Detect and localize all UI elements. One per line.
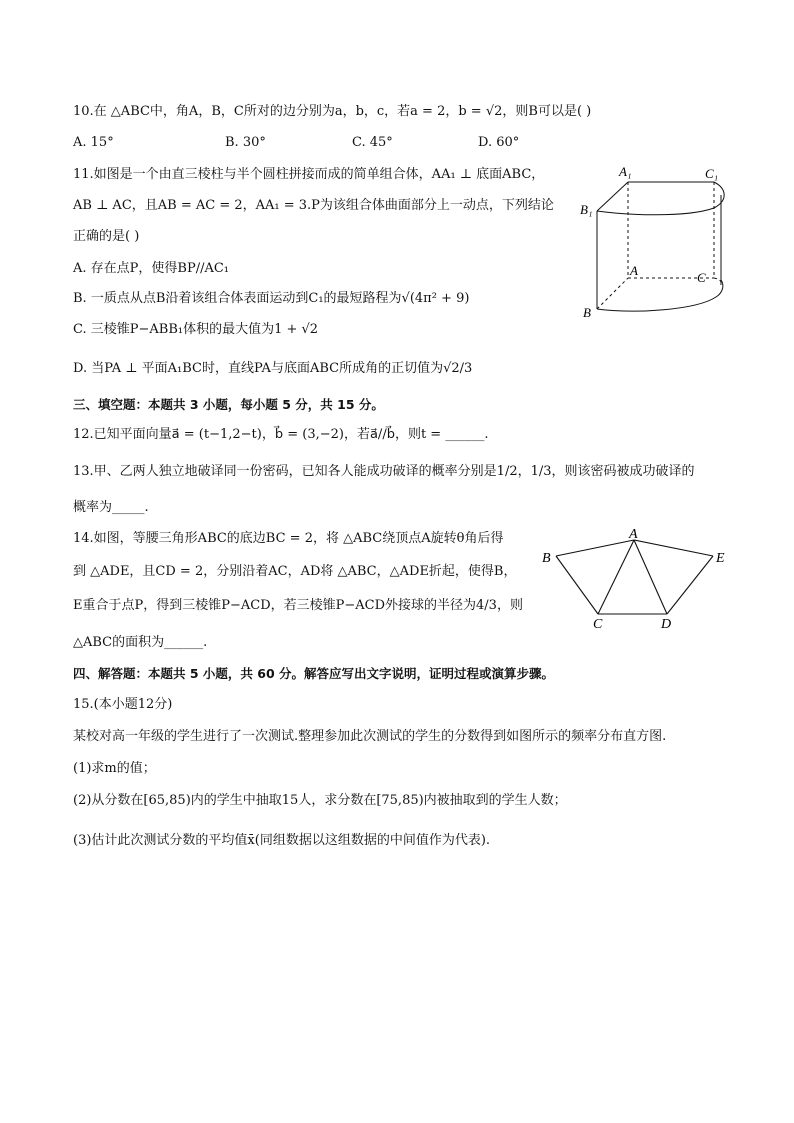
q11-figure xyxy=(576,160,736,325)
fig14-label-b: B xyxy=(542,551,551,566)
q10-stem: 10.在 △ABC中，角A，B，C所对的边分别为a，b，c，若a = 2，b = √2，则B可以是( ) xyxy=(73,104,592,119)
fig14-label-a: A xyxy=(629,527,638,542)
fig14-label-d: D xyxy=(661,617,672,632)
q14-line3: E重合于点P，得到三棱锥P−ACD，若三棱锥P−ACD外接球的半径为4/3，则 xyxy=(73,598,523,613)
q14-line2: 到 △ADE，且CD = 2，分别沿着AC，AD将 △ABC，△ADE折起，使得B， xyxy=(73,564,517,579)
q10-option-a: A. 15° xyxy=(73,135,114,150)
q11-option-c: C. 三棱锥P−ABB₁体积的最大值为1 + √2 xyxy=(73,322,319,337)
q10-option-d: D. 60° xyxy=(478,135,520,150)
q11-option-d: D. 当PA ⊥ 平面A₁BC时，直线PA与底面ABC所成角的正切值为√2/3 xyxy=(73,361,473,376)
fig11-label-a1: A₁ xyxy=(619,164,632,179)
q15-title: 15.(本小题12分) xyxy=(73,697,173,712)
fig11-label-c1: C₁ xyxy=(705,166,719,181)
fig14-label-e: E xyxy=(716,551,725,566)
q11-line3: 正确的是( ) xyxy=(73,229,140,244)
q11-option-b: B. 一质点从点B沿着该组合体表面运动到C₁的最短路程为√(4π² + 9) xyxy=(73,291,470,306)
fig14-label-c: C xyxy=(593,617,603,632)
q15-part3: (3)估计此次测试分数的平均值x̄(同组数据以这组数据的中间值作为代表). xyxy=(73,833,491,848)
q11-line1: 11.如图是一个由直三棱柱与半个圆柱拼接而成的简单组合体，AA₁ ⊥ 底面ABC， xyxy=(73,167,545,182)
q10-option-c: C. 45° xyxy=(352,135,393,150)
q14-line4: △ABC的面积为______. xyxy=(73,635,208,650)
q14-line1: 14.如图，等腰三角形ABC的底边BC = 2，将 △ABC绕顶点A旋转θ角后得 xyxy=(73,531,504,546)
q12-text: 12.已知平面向量a⃗ = (t−1,2−t)，b⃗ = (3,−2)，若a⃗//b⃗，则t = ______. xyxy=(73,427,489,442)
q10-option-b: B. 30° xyxy=(225,135,266,150)
q11-option-a: A. 存在点P，使得BP//AC₁ xyxy=(73,261,230,276)
q15-stem: 某校对高一年级的学生进行了一次测试.整理参加此次测试的学生的分数得到如图所示的频率分布直方图. xyxy=(73,729,667,744)
q14-figure xyxy=(538,526,738,634)
fig11-label-b: B xyxy=(583,305,591,320)
q15-part1: (1)求m的值； xyxy=(73,761,156,776)
q13-line1: 13.甲、乙两人独立地破译同一份密码，已知各人能成功破译的概率分别是1/2，1/3，则该密码被成功破译的 xyxy=(73,464,695,479)
fig11-label-a: A xyxy=(630,263,638,278)
fig11-label-c: C xyxy=(697,270,706,285)
fig11-label-b1: B₁ xyxy=(580,202,593,217)
q15-part2: (2)从分数在[65,85)内的学生中抽取15人，求分数在[75,85)内被抽取到的学生人数； xyxy=(73,793,567,808)
q13-line2: 概率为_____. xyxy=(73,500,149,515)
q11-line2: AB ⊥ AC，且AB = AC = 2，AA₁ = 3.P为该组合体曲面部分上一动点，下列结论 xyxy=(73,198,554,213)
section-3-heading: 三、填空题：本题共 3 小题，每小题 5 分，共 15 分。 xyxy=(73,397,384,412)
section-4-heading: 四、解答题：本题共 5 小题，共 60 分。解答应写出文字说明，证明过程或演算步骤。 xyxy=(73,666,555,681)
